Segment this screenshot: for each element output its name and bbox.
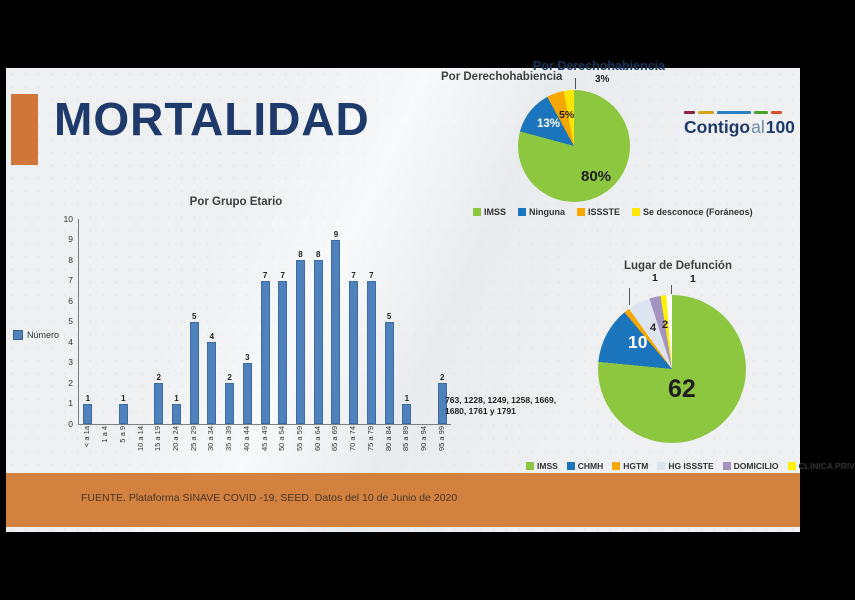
category-cell <box>291 426 309 478</box>
category-cell <box>96 426 114 478</box>
pie-slice-label: 2 <box>662 319 669 331</box>
bar-value-label: 1 <box>174 393 179 403</box>
clipped-duplicate-title: Por Derechohabiencia <box>533 59 665 73</box>
bar-slot <box>79 219 97 424</box>
leader-line <box>629 288 630 305</box>
bar-value-label: 1 <box>404 393 410 403</box>
bar <box>385 322 394 425</box>
category-cell <box>184 426 202 478</box>
pie-slice-label: 62 <box>668 375 696 403</box>
legend-swatch <box>577 208 585 216</box>
y-tick-label: 2 <box>68 377 73 388</box>
pie-slice-label: 5% <box>559 109 575 121</box>
legend-label: HGTM <box>623 461 649 471</box>
logo-word-contigo: Contigo <box>684 117 751 137</box>
category-label: 85 a 89 <box>401 426 411 452</box>
legend-item <box>473 207 506 217</box>
bar-slot <box>221 219 239 424</box>
category-label: 20 a 24 <box>170 426 180 452</box>
pie-chart-title: Lugar de Defunción <box>624 260 732 272</box>
category-cell <box>273 426 291 478</box>
bar <box>119 404 128 425</box>
bar-value-label: 7 <box>351 270 356 280</box>
legend-label: CHMH <box>577 461 604 471</box>
pie-slice-label: 1 <box>690 273 696 285</box>
bar-slot <box>363 219 381 424</box>
legend-swatch <box>526 462 534 470</box>
category-label: 45 a 49 <box>259 426 269 452</box>
category-cell <box>149 426 167 478</box>
bar <box>225 383 234 424</box>
bar-slot <box>238 219 256 424</box>
category-label: 55 a 59 <box>294 426 304 452</box>
bar-value-label: 4 <box>209 332 215 341</box>
legend-item <box>577 207 620 217</box>
bar-value-label: 5 <box>191 311 197 321</box>
bar <box>278 281 287 425</box>
category-cell <box>415 426 433 478</box>
category-cell <box>237 426 255 478</box>
legend-label: CLINICA PRIV <box>798 461 855 471</box>
category-label: 80 a 84 <box>383 426 393 452</box>
case-numbers-annotation: 763, 1228, 1249, 1258, 1669, 1680, 1761 y 1791 <box>445 395 557 416</box>
category-cell <box>220 426 238 478</box>
category-cell <box>202 426 220 478</box>
bar-slot <box>416 219 434 424</box>
bar-slot <box>345 219 363 424</box>
legend-label: DOMICILIO <box>733 461 779 471</box>
category-cell <box>131 426 149 478</box>
plot-area <box>78 219 451 425</box>
y-tick-label: 3 <box>68 357 73 367</box>
logo-dash <box>754 111 768 114</box>
category-label: 70 a 74 <box>348 426 358 452</box>
pie <box>518 90 630 202</box>
bar-slot <box>327 219 345 424</box>
category-cell <box>379 426 397 478</box>
y-tick-label: 6 <box>68 295 73 306</box>
page-title: MORTALIDAD <box>54 93 370 145</box>
category-cell <box>326 426 344 478</box>
bar-value-label: 2 <box>156 373 161 382</box>
legend-item <box>612 461 648 471</box>
bar-slot <box>185 219 203 424</box>
category-cell <box>78 426 96 478</box>
legend-label: Ninguna <box>529 207 566 217</box>
category-label: 90 a 94 <box>419 426 429 452</box>
legend-swatch <box>518 208 526 216</box>
pie-legend <box>526 461 855 471</box>
category-label: 10 a 14 <box>135 426 145 452</box>
pie-slice-label: 10 <box>628 332 648 352</box>
category-label: 40 a 44 <box>241 426 251 452</box>
bar-value-label: 2 <box>440 373 445 382</box>
bar <box>402 404 411 425</box>
legend-item <box>788 461 855 471</box>
category-cell <box>397 426 415 478</box>
y-tick-label: 7 <box>68 275 73 285</box>
bar <box>190 322 199 425</box>
bar-value-label: 5 <box>386 311 392 321</box>
pie <box>598 295 746 443</box>
category-label: 95 a 99 <box>436 426 446 452</box>
legend-item <box>657 461 713 471</box>
y-tick-label: 1 <box>68 398 73 408</box>
footer-bar <box>6 473 800 527</box>
legend-label: ISSSTE <box>588 207 621 217</box>
bar-value-label: 8 <box>298 250 303 259</box>
category-label: 75 a 79 <box>365 426 375 452</box>
bar <box>367 281 376 425</box>
bar-slot <box>114 219 132 424</box>
legend-swatch <box>788 462 796 470</box>
y-tick-label: 4 <box>68 336 73 347</box>
legend-swatch <box>13 330 23 340</box>
legend-swatch <box>657 462 665 470</box>
category-label: 25 a 29 <box>188 426 198 452</box>
legend-swatch <box>632 208 640 216</box>
bar-value-label: 3 <box>245 352 250 362</box>
y-tick-label: 8 <box>68 254 73 265</box>
bar-slot <box>168 219 186 424</box>
category-label: < a 1a <box>82 426 92 448</box>
category-cell <box>432 426 450 478</box>
legend-item <box>526 461 558 471</box>
category-label: 15 a 19 <box>153 426 163 452</box>
bar-chart-title: Por Grupo Etario <box>189 196 283 208</box>
bar <box>296 260 305 424</box>
legend-swatch <box>723 462 731 470</box>
legend-swatch <box>567 462 575 470</box>
leader-line <box>575 78 576 89</box>
logo-word-al: al <box>751 117 765 137</box>
bar <box>207 342 216 424</box>
bar-value-label: 7 <box>262 270 268 280</box>
y-tick-label: 10 <box>63 213 73 224</box>
bar-value-label: 1 <box>121 393 126 403</box>
category-label: 50 a 54 <box>277 426 287 452</box>
bar-slot <box>398 219 416 424</box>
derechohabiencia-pie-chart <box>431 68 753 226</box>
title-accent-bar <box>11 94 38 165</box>
bar-value-label: 7 <box>280 270 285 280</box>
category-label: 5 a 9 <box>117 426 127 443</box>
legend-label: Se desconoce (Foráneos) <box>643 207 753 217</box>
pie-slice-label: 13% <box>537 118 561 130</box>
pie-chart-title: Por Derechohabiencia <box>441 71 563 83</box>
bar-slot <box>292 219 310 424</box>
bar-slot <box>309 219 327 424</box>
bar-slot <box>256 219 274 424</box>
bar-slot <box>433 219 451 424</box>
legend-label: Número <box>27 330 60 340</box>
category-cell <box>167 426 185 478</box>
bar-value-label: 9 <box>333 229 339 239</box>
category-cell <box>362 426 380 478</box>
category-cell <box>308 426 326 478</box>
legend-label: IMSS <box>537 461 558 471</box>
bar <box>261 281 270 425</box>
bar-slot <box>274 219 292 424</box>
y-tick-label: 5 <box>68 316 73 326</box>
bar <box>243 363 252 425</box>
y-tick-label: 0 <box>68 418 73 429</box>
bar-value-label: 1 <box>85 393 91 403</box>
category-label: 30 a 34 <box>206 426 216 452</box>
pie-slice-label: 80% <box>581 168 612 185</box>
bar <box>314 260 323 424</box>
x-axis-labels <box>78 426 450 478</box>
presentation-slide <box>6 59 855 532</box>
legend-item <box>632 207 753 217</box>
bar <box>331 240 340 425</box>
logo-dash <box>771 111 782 114</box>
logo-word-100: 100 <box>765 117 795 137</box>
bar-slot <box>380 219 398 424</box>
bar-value-label: 7 <box>369 270 374 280</box>
pie-legend <box>473 207 753 217</box>
category-cell <box>113 426 131 478</box>
source-text: FUENTE. Plataforma SINAVE COVID -19, SEED. Datos del 10 de Junio de 2020 <box>81 492 458 504</box>
category-label: 1 a 4 <box>100 426 110 443</box>
legend-item <box>723 461 779 471</box>
age-group-bar-chart <box>11 192 571 488</box>
lugar-defuncion-pie-chart <box>516 258 855 480</box>
bar <box>83 404 92 425</box>
pie-slice-label: 3% <box>595 74 610 85</box>
bar <box>154 383 163 424</box>
pie-slice-label: 4 <box>650 322 657 334</box>
y-axis <box>51 213 75 429</box>
category-label: 65 a 69 <box>330 426 340 452</box>
category-cell <box>255 426 273 478</box>
bar <box>172 404 181 425</box>
y-tick-label: 9 <box>68 234 73 244</box>
bar-slot <box>132 219 150 424</box>
bar-slot <box>150 219 168 424</box>
legend-swatch <box>473 208 481 216</box>
legend-swatch <box>612 462 620 470</box>
category-label: 60 a 64 <box>312 426 322 452</box>
bar-slot <box>203 219 221 424</box>
category-label: 35 a 39 <box>224 426 234 452</box>
bar-value-label: 8 <box>315 250 321 259</box>
pie-slice-label: 1 <box>652 272 658 284</box>
legend-item <box>567 461 604 471</box>
bar <box>349 281 358 425</box>
legend-item <box>518 207 565 217</box>
legend-label: HG ISSSTE <box>668 461 714 471</box>
category-cell <box>344 426 362 478</box>
bar-value-label: 2 <box>227 373 232 382</box>
leader-line <box>671 285 672 294</box>
legend-label: IMSS <box>484 207 507 217</box>
bar-slot <box>97 219 115 424</box>
